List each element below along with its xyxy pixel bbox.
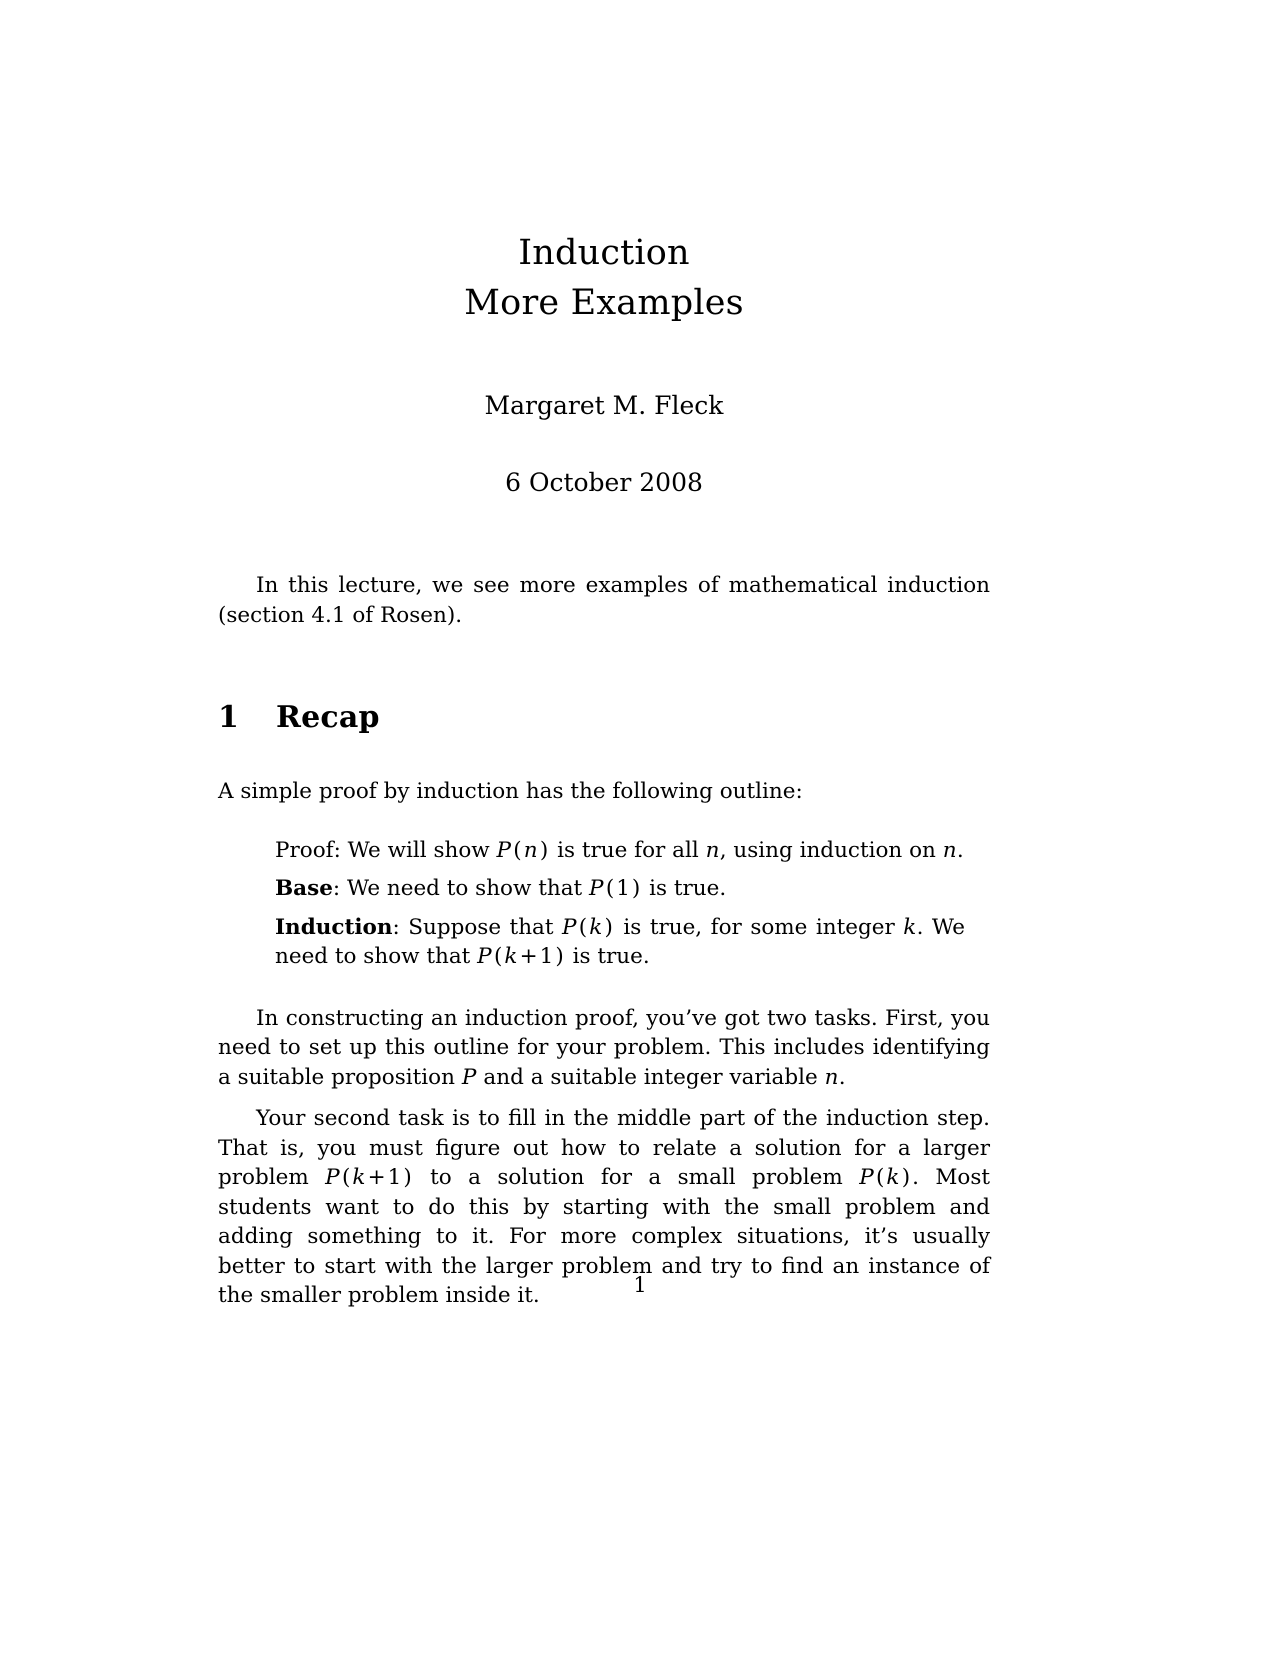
math-P: P	[496, 837, 512, 863]
document-date: 6 October 2008	[505, 468, 703, 497]
math-P-p2-1: P	[325, 1165, 340, 1190]
math-paren-close-ind-1: )	[604, 914, 613, 940]
induction-text-1: : Suppose that	[392, 914, 563, 940]
math-k-ind-3: k	[504, 944, 518, 969]
math-k-ind-1: k	[589, 914, 603, 940]
outline-base-line	[275, 874, 965, 904]
math-paren-open-ind-1: (	[578, 914, 588, 940]
p2-text-3: . Most students want to do this by starting with the small problem and adding something to it. For more complex situations, it’s usually better to start with the larger problem and try to find an instance of the smaller problem inside it.	[218, 1165, 990, 1308]
section-title: Recap	[276, 700, 380, 735]
p2-text-2: to a solution for a small problem	[413, 1165, 860, 1190]
math-plus-ind-3: +	[519, 944, 538, 969]
p1-text-2: and a suitable integer variable	[476, 1064, 825, 1090]
induction-text-4: is true.	[565, 944, 650, 969]
math-paren-close-p2-1: )	[403, 1165, 412, 1190]
math-paren-open-base: (	[605, 876, 615, 901]
doc-title-line-1: Induction	[518, 233, 690, 273]
math-one-p2-1: 1	[387, 1165, 402, 1190]
base-label: Base	[275, 876, 333, 901]
math-one-base: 1	[616, 876, 630, 901]
induction-text-3: . We need to show that	[275, 914, 965, 969]
math-plus-p2-1: +	[367, 1165, 386, 1190]
math-n-p1: n	[824, 1064, 839, 1090]
outline-induction-line	[275, 913, 965, 972]
math-n-2: n	[705, 837, 720, 863]
intro-paragraph: In this lecture, we see more examples of mathematical induction (section 4.1 of Rosen).	[218, 573, 990, 628]
math-paren-close-p2-2: )	[901, 1165, 911, 1190]
p1-text-1: In constructing an induction proof, you’ve got two tasks. First, you need to set up this outline for your problem. This includes identifying a suitable proposition	[218, 1005, 990, 1090]
math-k-ind-2: k	[903, 914, 917, 940]
base-text-2: is true.	[642, 876, 727, 901]
section-number: 1	[218, 700, 240, 735]
proof-outline-block	[275, 836, 965, 972]
doc-title-line-2: More Examples	[464, 283, 744, 323]
p2-text-1: Your second task is to fill in the middle part of the induction step. That is, you must figure out how to relate a solution for a larger problem	[218, 1106, 990, 1190]
math-paren-close: )	[539, 837, 549, 863]
induction-text-2: is true, for some integer	[614, 914, 904, 940]
body-paragraph-1	[218, 1004, 990, 1093]
induction-label: Induction	[275, 914, 393, 940]
math-paren-close-ind-3: )	[555, 944, 564, 969]
math-k-p2-2: k	[886, 1165, 900, 1190]
author-name: Margaret M. Fleck	[484, 391, 724, 420]
math-P-base: P	[589, 876, 604, 901]
math-k-p2-1: k	[352, 1165, 366, 1190]
math-paren-open-ind-3: (	[493, 944, 503, 969]
math-one-ind-3: 1	[539, 944, 554, 969]
proof-text-1: We will show	[340, 837, 497, 863]
math-paren-open-p2-1: (	[341, 1165, 351, 1190]
page-number: 1	[633, 1273, 647, 1297]
p1-text-3: .	[838, 1064, 846, 1090]
math-paren-open: (	[513, 837, 522, 863]
math-paren-open-p2-2: (	[876, 1165, 885, 1190]
math-n-3: n	[942, 837, 957, 863]
math-P-ind-1: P	[562, 914, 577, 940]
math-P-p2-2: P	[859, 1165, 874, 1190]
math-n: n	[523, 837, 538, 863]
proof-label: Proof:	[275, 837, 341, 863]
section-heading	[218, 700, 990, 736]
section-lead-in: A simple proof by induction has the following outline:	[218, 779, 803, 804]
title-block	[218, 0, 990, 499]
math-P-ind-3: P	[477, 944, 492, 969]
base-text-1: : We need to show that	[332, 876, 590, 901]
math-paren-close-base: )	[631, 876, 641, 901]
outline-proof-line	[275, 836, 965, 866]
proof-text-2: is true for all	[550, 837, 706, 863]
page-content	[218, 0, 990, 1311]
proof-text-4: .	[956, 837, 964, 863]
proof-text-3: , using induction on	[719, 837, 943, 863]
math-P-p1: P	[461, 1064, 477, 1090]
